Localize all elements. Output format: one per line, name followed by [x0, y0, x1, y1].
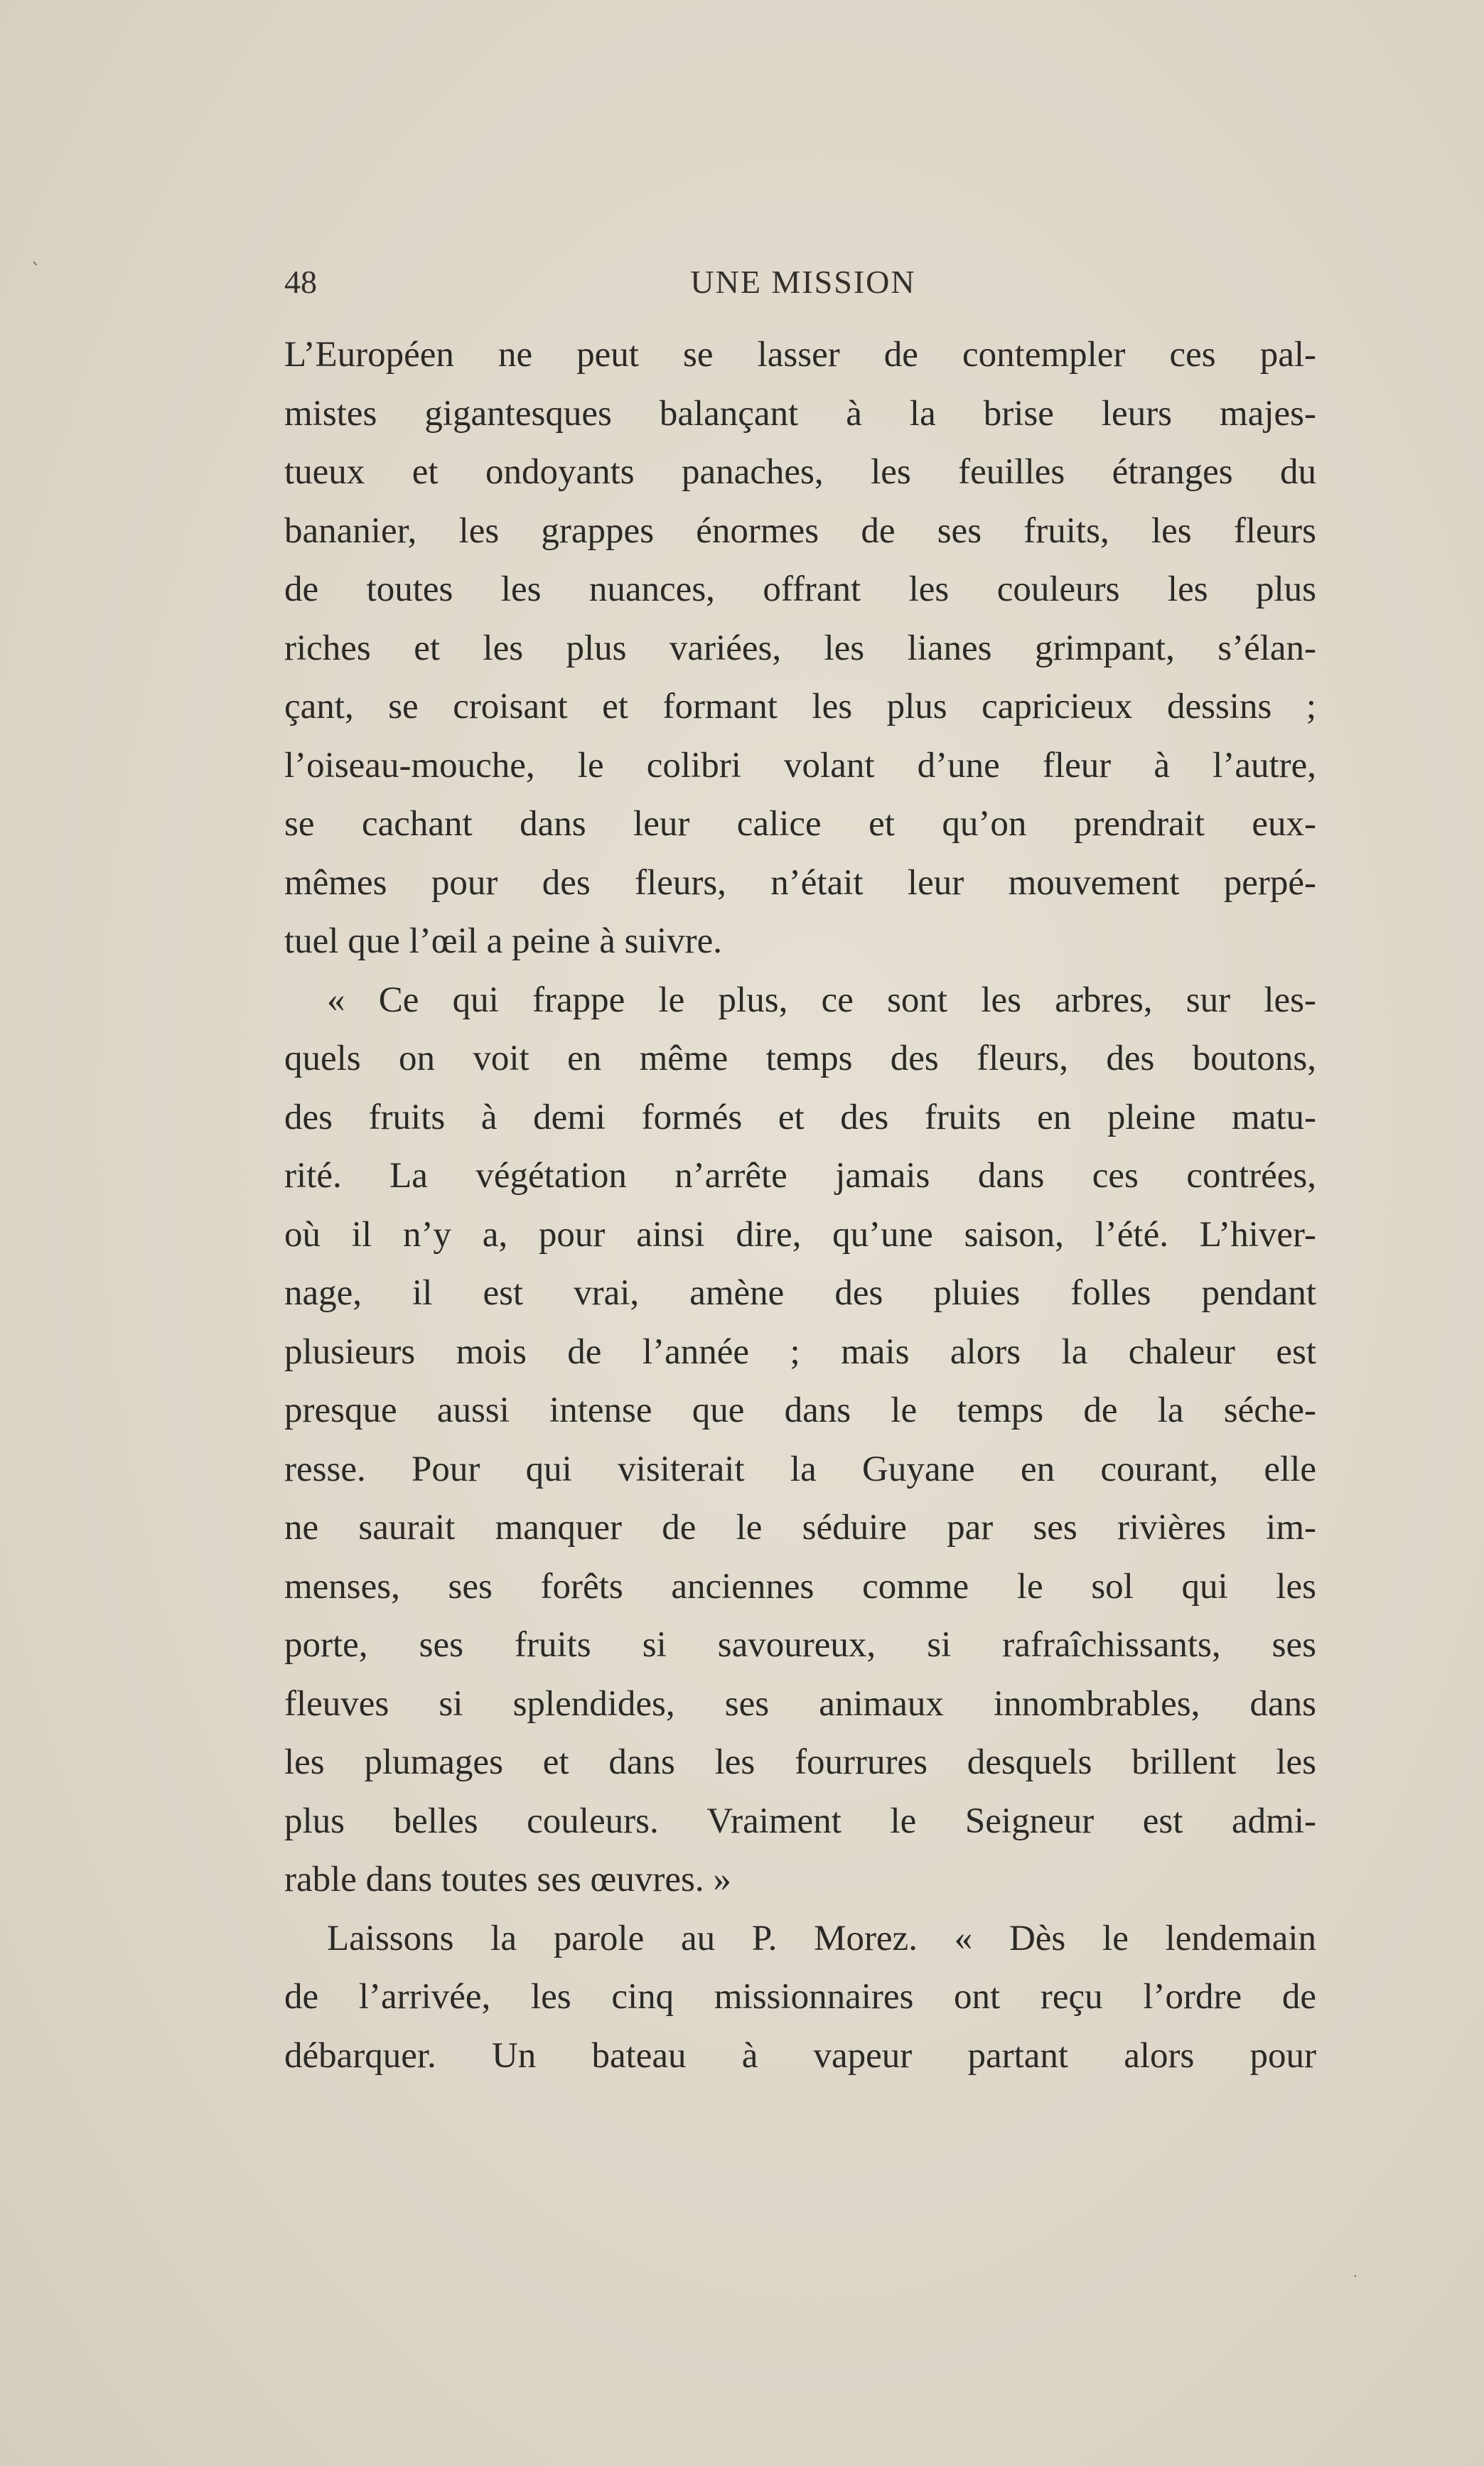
running-title: UNE MISSION: [690, 264, 916, 300]
stray-mark: `: [31, 260, 41, 282]
text-line: menses, ses forêts anciennes comme le sol qui les: [284, 1566, 1316, 1607]
text-line: les plumages et dans les fourrures desquels brillent les: [284, 1742, 1316, 1782]
text-line: fleuves si splendides, ses animaux innombrables, dans: [284, 1683, 1316, 1724]
text-line: plus belles couleurs. Vraiment le Seigneur est admi-: [284, 1801, 1316, 1841]
running-head: [284, 263, 1322, 313]
text-line: rable dans toutes ses œuvres. »: [284, 1860, 731, 1899]
text-line: de toutes les nuances, offrant les couleurs les plus: [284, 569, 1316, 609]
text-line: presque aussi intense que dans le temps de la séche-: [284, 1390, 1316, 1430]
text-line: porte, ses fruits si savoureux, si rafraîchissants, ses: [284, 1625, 1316, 1665]
text-line: bananier, les grappes énormes de ses fruits, les fleurs: [284, 510, 1316, 551]
text-line: de l’arrivée, les cinq missionnaires ont reçu l’ordre de: [284, 1977, 1316, 2017]
stray-mark: ·: [1353, 2269, 1357, 2284]
text-line: riches et les plus variées, les lianes grimpant, s’élan-: [284, 628, 1316, 668]
text-line: tueux et ondoyants panaches, les feuilles étranges du: [284, 452, 1316, 492]
text-line: mêmes pour des fleurs, n’était leur mouvement perpé-: [284, 862, 1316, 903]
text-line: se cachant dans leur calice et qu’on prendrait eux-: [284, 804, 1316, 844]
text-line: nage, il est vrai, amène des pluies folles pendant: [284, 1273, 1316, 1313]
text-line: tuel que l’œil a peine à suivre.: [284, 921, 723, 961]
page-number: 48: [284, 264, 317, 300]
text-line: mistes gigantesques balançant à la brise leurs majes-: [284, 393, 1316, 434]
paragraph-2: [284, 971, 1316, 1909]
text-line: débarquer. Un bateau à vapeur partant alors pour: [284, 2035, 1316, 2076]
body-text: [284, 326, 1316, 2085]
paragraph-3: [284, 1909, 1316, 2086]
text-line: « Ce qui frappe le plus, ce sont les arbres, sur les-: [327, 980, 1316, 1020]
text-line: çant, se croisant et formant les plus capricieux dessins ;: [284, 687, 1316, 727]
paragraph-1: [284, 326, 1316, 971]
text-line: Laissons la parole au P. Morez. « Dès le lendemain: [327, 1918, 1316, 1958]
text-line: l’oiseau-mouche, le colibri volant d’une fleur à l’autre,: [284, 745, 1316, 786]
text-line: L’Européen ne peut se lasser de contempler ces pal-: [284, 335, 1316, 375]
text-line: resse. Pour qui visiterait la Guyane en courant, elle: [284, 1449, 1316, 1489]
text-line: où il n’y a, pour ainsi dire, qu’une saison, l’été. L’hiver-: [284, 1214, 1316, 1255]
text-line: plusieurs mois de l’année ; mais alors la chaleur est: [284, 1331, 1316, 1372]
text-line: quels on voit en même temps des fleurs, des boutons,: [284, 1039, 1316, 1078]
text-line: des fruits à demi formés et des fruits en pleine matu-: [284, 1097, 1316, 1137]
text-line: ne saurait manquer de le séduire par ses rivières im-: [284, 1508, 1316, 1548]
text-line: rité. La végétation n’arrête jamais dans ces contrées,: [284, 1156, 1316, 1196]
